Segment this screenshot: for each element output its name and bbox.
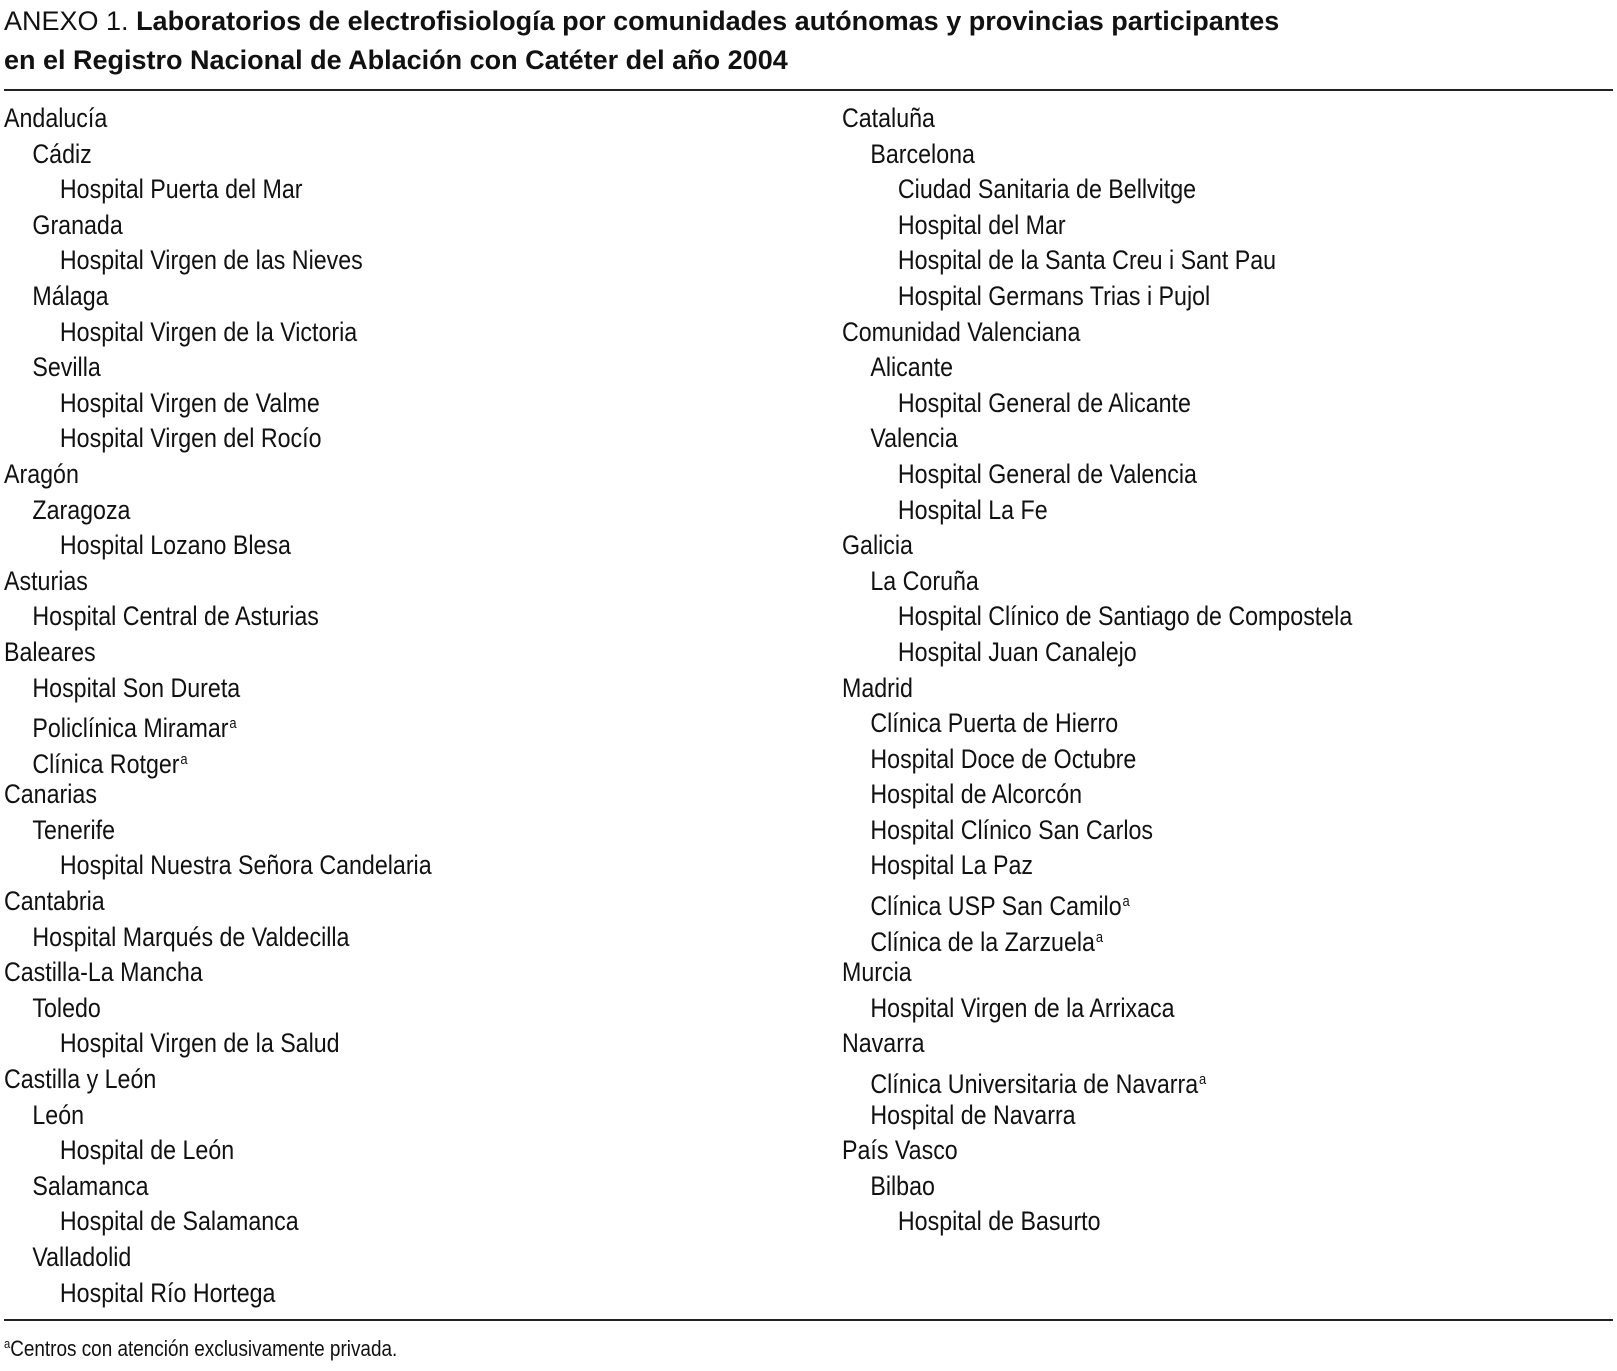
entry-text: Hospital de Alcorcón — [870, 779, 1083, 810]
province-entry — [4, 742, 718, 778]
private-center-mark: a — [229, 715, 237, 733]
region-entry — [842, 315, 1504, 351]
entry-text: Cataluña — [842, 103, 935, 133]
province-entry — [842, 742, 1504, 778]
province-entry — [842, 421, 1504, 457]
hospital-entry — [4, 1026, 718, 1062]
entry-text: Aragón — [4, 458, 79, 489]
entry-text: Galicia — [842, 530, 913, 561]
province-entry — [4, 706, 718, 742]
entry-text: Hospital de Basurto — [897, 1206, 1101, 1237]
province-entry — [4, 279, 718, 315]
entry-text: Hospital Lozano Blesa — [59, 530, 291, 561]
footnote-mark: a — [4, 1336, 11, 1351]
hospital-entry — [4, 1133, 718, 1169]
region-entry — [842, 1133, 1504, 1169]
entry-text: Granada — [32, 209, 123, 240]
region-entry — [842, 101, 1504, 137]
hospital-entry — [4, 421, 718, 457]
entry-text: Hospital Virgen del Rocío — [59, 423, 322, 454]
entry-text: Asturias — [4, 565, 88, 596]
entry-text: Hospital Puerta del Mar — [59, 174, 303, 205]
entry-text: Hospital Virgen de la Victoria — [59, 316, 358, 347]
region-entry — [4, 101, 718, 137]
entry-text: Clínica Universitaria de Navarra — [870, 1069, 1199, 1100]
private-center-mark: a — [1199, 1071, 1207, 1089]
entry-text: Cádiz — [32, 138, 92, 169]
region-entry — [842, 528, 1504, 564]
footnote-text: Centros con atención exclusivamente privada. — [10, 1336, 398, 1361]
province-entry — [4, 920, 718, 956]
hospital-entry — [842, 1204, 1504, 1240]
entry-text: Hospital de la Santa Creu i Sant Pau — [897, 245, 1277, 276]
hospital-entry — [842, 457, 1504, 493]
entry-text: Hospital Son Dureta — [32, 672, 241, 703]
top-rule — [4, 89, 1613, 91]
region-entry — [842, 671, 1504, 707]
province-entry — [4, 493, 718, 529]
annex-caption — [4, 2, 1613, 80]
region-entry — [842, 955, 1504, 991]
entry-text: Valladolid — [32, 1242, 132, 1272]
entry-text: Sevilla — [32, 352, 101, 383]
entry-text: Andalucía — [4, 103, 108, 133]
hospital-entry — [4, 386, 718, 422]
province-entry — [4, 137, 718, 173]
annex-document — [4, 0, 1613, 1371]
entry-text: Hospital Marqués de Valdecilla — [32, 921, 350, 952]
region-entry — [842, 1026, 1504, 1062]
province-entry — [4, 991, 718, 1027]
province-entry — [842, 1098, 1504, 1134]
entry-text: Navarra — [842, 1028, 925, 1059]
province-entry — [4, 208, 718, 244]
province-entry — [842, 350, 1504, 386]
province-entry — [842, 564, 1504, 600]
province-entry — [4, 599, 718, 635]
entry-text: Clínica USP San Camilo — [870, 891, 1122, 922]
entry-text: Hospital La Paz — [870, 850, 1034, 881]
region-entry — [4, 564, 718, 600]
province-entry — [842, 848, 1504, 884]
province-entry — [4, 813, 718, 849]
province-entry — [842, 813, 1504, 849]
hospital-entry — [842, 386, 1504, 422]
entry-text: Hospital Central de Asturias — [32, 601, 319, 632]
entry-text: Hospital Clínico San Carlos — [870, 814, 1154, 845]
private-center-mark: a — [180, 750, 188, 768]
left-column — [4, 101, 834, 1311]
entry-text: Bilbao — [870, 1170, 935, 1201]
entry-text: Salamanca — [32, 1170, 149, 1201]
province-entry — [4, 350, 718, 386]
entry-text: Murcia — [842, 957, 912, 988]
hospital-entry — [842, 493, 1504, 529]
entry-text: Hospital Virgen de Valme — [59, 387, 320, 418]
province-entry — [4, 1169, 718, 1205]
caption-line-2 — [4, 41, 1613, 80]
annex-label: ANEXO 1. — [4, 6, 129, 36]
province-entry — [842, 1062, 1504, 1098]
entry-text: Hospital del Mar — [897, 209, 1066, 240]
hospital-entry — [4, 172, 718, 208]
region-entry — [4, 955, 718, 991]
entry-text: Hospital Juan Canalejo — [897, 636, 1137, 667]
entry-text: La Coruña — [870, 565, 979, 596]
caption-line-1 — [4, 2, 1613, 41]
entry-text: Hospital Virgen de las Nieves — [59, 245, 363, 276]
province-entry — [842, 884, 1504, 920]
entry-text: Barcelona — [870, 138, 975, 169]
entry-text: Ciudad Sanitaria de Bellvitge — [897, 174, 1197, 205]
region-entry — [4, 635, 718, 671]
entry-text: Hospital Germans Trias i Pujol — [897, 280, 1211, 311]
region-entry — [4, 777, 718, 813]
entry-text: Hospital de Navarra — [870, 1099, 1076, 1130]
entry-text: Zaragoza — [32, 494, 131, 525]
region-entry — [4, 457, 718, 493]
entry-text: Hospital Clínico de Santiago de Compostela — [897, 601, 1353, 632]
entry-text: Málaga — [32, 280, 109, 311]
entry-text: Hospital Nuestra Señora Candelaria — [59, 850, 432, 881]
bottom-rule — [4, 1319, 1613, 1321]
province-entry — [842, 137, 1504, 173]
entry-text: Alicante — [870, 352, 953, 383]
hospital-entry — [4, 1276, 718, 1312]
hospital-entry — [4, 315, 718, 351]
hospital-entry — [842, 243, 1504, 279]
province-entry — [4, 1240, 718, 1276]
entry-text: Hospital de Salamanca — [59, 1206, 299, 1237]
hospital-entry — [842, 635, 1504, 671]
hospital-entry — [842, 172, 1504, 208]
annex-title-line-2: en el Registro Nacional de Ablación con Catéter del año 2004 — [4, 45, 788, 75]
region-entry — [4, 1062, 718, 1098]
hospital-entry — [4, 528, 718, 564]
entry-text: Policlínica Miramar — [32, 713, 229, 744]
entry-text: León — [32, 1099, 85, 1130]
province-entry — [842, 777, 1504, 813]
hospital-entry — [4, 1204, 718, 1240]
entry-text: Hospital de León — [59, 1135, 235, 1166]
hospital-entry — [842, 599, 1504, 635]
entry-text: Castilla y León — [4, 1064, 157, 1095]
province-entry — [842, 1169, 1504, 1205]
right-column — [842, 101, 1612, 1240]
entry-text: Clínica Puerta de Hierro — [870, 708, 1119, 739]
province-entry — [4, 1098, 718, 1134]
entry-text: Hospital Río Hortega — [59, 1277, 276, 1308]
entry-text: Castilla-La Mancha — [4, 957, 203, 988]
entry-text: Hospital Doce de Octubre — [870, 743, 1137, 774]
footnote — [4, 1329, 397, 1364]
entry-text: País Vasco — [842, 1135, 958, 1166]
hospital-entry — [842, 279, 1504, 315]
region-entry — [4, 884, 718, 920]
hospital-entry — [842, 208, 1504, 244]
entry-text: Canarias — [4, 779, 97, 810]
province-entry — [842, 706, 1504, 742]
entry-text: Toledo — [32, 992, 101, 1023]
entry-text: Clínica Rotger — [32, 748, 180, 779]
entry-text: Hospital La Fe — [897, 494, 1048, 525]
entry-text: Baleares — [4, 636, 96, 667]
private-center-mark: a — [1122, 893, 1130, 911]
province-entry — [842, 920, 1504, 956]
province-entry — [842, 991, 1504, 1027]
private-center-mark: a — [1095, 928, 1103, 946]
entry-text: Hospital Virgen de la Salud — [59, 1028, 340, 1059]
entry-text: Comunidad Valenciana — [842, 316, 1081, 347]
entry-text: Hospital Virgen de la Arrixaca — [870, 992, 1175, 1023]
entry-text: Tenerife — [32, 814, 115, 845]
entry-text: Cantabria — [4, 886, 105, 917]
entry-text: Hospital General de Valencia — [897, 458, 1197, 489]
entry-text: Madrid — [842, 672, 913, 703]
entry-text: Hospital General de Alicante — [897, 387, 1191, 418]
annex-title-line-1: Laboratorios de electrofisiología por comunidades autónomas y provincias participantes — [136, 6, 1280, 36]
hospital-entry — [4, 848, 718, 884]
entry-text: Valencia — [870, 423, 958, 454]
hospital-entry — [4, 243, 718, 279]
entry-text: Clínica de la Zarzuela — [870, 926, 1095, 957]
province-entry — [4, 671, 718, 707]
